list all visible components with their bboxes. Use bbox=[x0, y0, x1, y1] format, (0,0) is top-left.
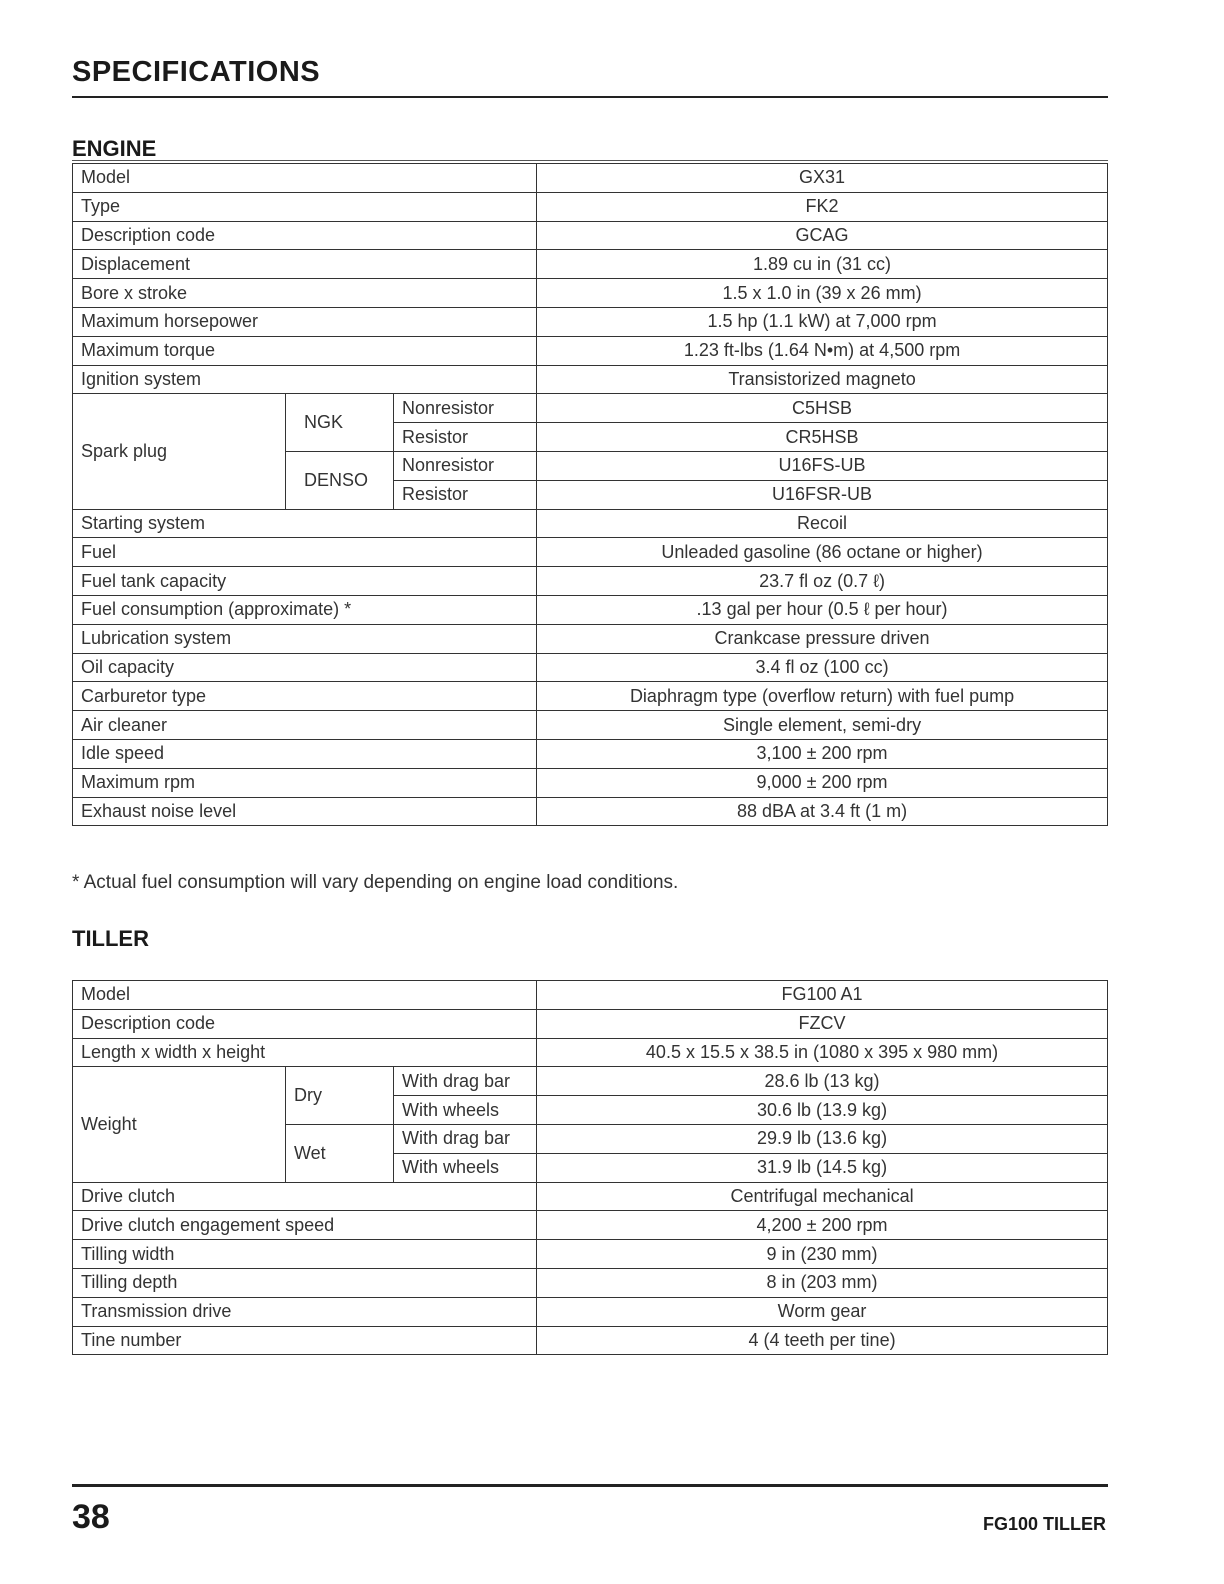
spark-plug-label: Spark plug bbox=[73, 394, 286, 509]
spec-value: FZCV bbox=[537, 1009, 1108, 1038]
spec-label: Tilling width bbox=[73, 1240, 537, 1269]
table-row bbox=[73, 1182, 1108, 1211]
weight-config: With drag bar bbox=[394, 1124, 537, 1153]
spec-label: Transmission drive bbox=[73, 1297, 537, 1326]
table-row bbox=[73, 307, 1108, 336]
spec-value: 88 dBA at 3.4 ft (1 m) bbox=[537, 797, 1108, 826]
spec-label: Lubrication system bbox=[73, 624, 537, 653]
spec-value: 29.9 lb (13.6 kg) bbox=[537, 1124, 1108, 1153]
table-row bbox=[73, 1067, 1108, 1096]
spec-value: Recoil bbox=[537, 509, 1108, 538]
spec-label: Fuel tank capacity bbox=[73, 567, 537, 596]
table-row bbox=[73, 711, 1108, 740]
table-row bbox=[73, 1326, 1108, 1355]
spec-value: 28.6 lb (13 kg) bbox=[537, 1067, 1108, 1096]
spec-label: Type bbox=[73, 192, 537, 221]
spec-value: 3.4 fl oz (100 cc) bbox=[537, 653, 1108, 682]
spec-value: FK2 bbox=[537, 192, 1108, 221]
spec-value: Unleaded gasoline (86 octane or higher) bbox=[537, 538, 1108, 567]
table-row bbox=[73, 221, 1108, 250]
spec-label: Oil capacity bbox=[73, 653, 537, 682]
table-row bbox=[73, 1240, 1108, 1269]
engine-heading-divider bbox=[72, 160, 1108, 161]
spec-label: Air cleaner bbox=[73, 711, 537, 740]
spec-label: Length x width x height bbox=[73, 1038, 537, 1067]
weight-config: With wheels bbox=[394, 1096, 537, 1125]
spec-label: Tilling depth bbox=[73, 1268, 537, 1297]
table-row bbox=[73, 739, 1108, 768]
engine-spec-table bbox=[72, 163, 1108, 826]
spec-value: 31.9 lb (14.5 kg) bbox=[537, 1153, 1108, 1182]
spec-label: Fuel consumption (approximate) * bbox=[73, 595, 537, 624]
spec-value: 8 in (203 mm) bbox=[537, 1268, 1108, 1297]
spec-value: .13 gal per hour (0.5 ℓ per hour) bbox=[537, 595, 1108, 624]
spec-label: Maximum horsepower bbox=[73, 307, 537, 336]
tiller-spec-table bbox=[72, 980, 1108, 1355]
spec-label: Description code bbox=[73, 221, 537, 250]
spec-value: CR5HSB bbox=[537, 423, 1108, 452]
spec-label: Carburetor type bbox=[73, 682, 537, 711]
spec-value: 9 in (230 mm) bbox=[537, 1240, 1108, 1269]
spec-label: Bore x stroke bbox=[73, 279, 537, 308]
spec-value: Diaphragm type (overflow return) with fuel pump bbox=[537, 682, 1108, 711]
tiller-heading: TILLER bbox=[72, 926, 149, 951]
spec-value: U16FS-UB bbox=[537, 451, 1108, 480]
table-row bbox=[73, 624, 1108, 653]
spec-value: U16FSR-UB bbox=[537, 480, 1108, 509]
weight-config: With drag bar bbox=[394, 1067, 537, 1096]
spec-value: C5HSB bbox=[537, 394, 1108, 423]
table-row bbox=[73, 164, 1108, 193]
table-row bbox=[73, 567, 1108, 596]
spec-label: Idle speed bbox=[73, 739, 537, 768]
spec-value: 23.7 fl oz (0.7 ℓ) bbox=[537, 567, 1108, 596]
table-row bbox=[73, 981, 1108, 1010]
spec-label: Fuel bbox=[73, 538, 537, 567]
table-row bbox=[73, 682, 1108, 711]
spec-label: Tine number bbox=[73, 1326, 537, 1355]
page-title: SPECIFICATIONS bbox=[72, 56, 321, 88]
spark-plug-type: Resistor bbox=[394, 423, 537, 452]
spec-value: 1.5 hp (1.1 kW) at 7,000 rpm bbox=[537, 307, 1108, 336]
table-row bbox=[73, 1009, 1108, 1038]
footer-divider bbox=[72, 1484, 1108, 1487]
table-row bbox=[73, 1268, 1108, 1297]
spec-value: Transistorized magneto bbox=[537, 365, 1108, 394]
table-row bbox=[73, 1297, 1108, 1326]
spark-plug-type: Nonresistor bbox=[394, 451, 537, 480]
spark-plug-type: Nonresistor bbox=[394, 394, 537, 423]
table-row bbox=[73, 797, 1108, 826]
spec-label: Exhaust noise level bbox=[73, 797, 537, 826]
weight-state-wet: Wet bbox=[286, 1124, 394, 1182]
table-row bbox=[73, 279, 1108, 308]
spec-value: 9,000 ± 200 rpm bbox=[537, 768, 1108, 797]
table-row bbox=[73, 538, 1108, 567]
spec-label: Ignition system bbox=[73, 365, 537, 394]
table-row bbox=[73, 192, 1108, 221]
weight-config: With wheels bbox=[394, 1153, 537, 1182]
table-row bbox=[73, 595, 1108, 624]
spec-label: Maximum torque bbox=[73, 336, 537, 365]
spec-label: Maximum rpm bbox=[73, 768, 537, 797]
table-row bbox=[73, 336, 1108, 365]
table-row bbox=[73, 250, 1108, 279]
table-row bbox=[73, 1211, 1108, 1240]
spec-label: Model bbox=[73, 164, 537, 193]
spec-value: Crankcase pressure driven bbox=[537, 624, 1108, 653]
spec-value: 1.5 x 1.0 in (39 x 26 mm) bbox=[537, 279, 1108, 308]
spec-value: 4,200 ± 200 rpm bbox=[537, 1211, 1108, 1240]
table-row bbox=[73, 768, 1108, 797]
title-divider bbox=[72, 96, 1108, 98]
spec-label: Model bbox=[73, 981, 537, 1010]
engine-heading: ENGINE bbox=[72, 136, 157, 161]
spec-label: Description code bbox=[73, 1009, 537, 1038]
table-row bbox=[73, 509, 1108, 538]
spec-value: 4 (4 teeth per tine) bbox=[537, 1326, 1108, 1355]
table-row bbox=[73, 1038, 1108, 1067]
spec-value: 1.23 ft-lbs (1.64 N•m) at 4,500 rpm bbox=[537, 336, 1108, 365]
weight-label: Weight bbox=[73, 1067, 286, 1182]
spec-value: FG100 A1 bbox=[537, 981, 1108, 1010]
spec-label: Drive clutch bbox=[73, 1182, 537, 1211]
fuel-consumption-footnote: * Actual fuel consumption will vary depending on engine load conditions. bbox=[72, 872, 679, 893]
spec-value: 3,100 ± 200 rpm bbox=[537, 739, 1108, 768]
table-row bbox=[73, 394, 1108, 423]
spec-value: 1.89 cu in (31 cc) bbox=[537, 250, 1108, 279]
weight-state-dry: Dry bbox=[286, 1067, 394, 1125]
spec-label: Displacement bbox=[73, 250, 537, 279]
spec-value: GCAG bbox=[537, 221, 1108, 250]
spec-label: Starting system bbox=[73, 509, 537, 538]
spark-plug-brand-ngk: NGK bbox=[286, 394, 394, 452]
table-row bbox=[73, 365, 1108, 394]
page-number: 38 bbox=[72, 1498, 110, 1536]
spec-value: GX31 bbox=[537, 164, 1108, 193]
spec-value: 30.6 lb (13.9 kg) bbox=[537, 1096, 1108, 1125]
spec-value: 40.5 x 15.5 x 38.5 in (1080 x 395 x 980 mm) bbox=[537, 1038, 1108, 1067]
spark-plug-type: Resistor bbox=[394, 480, 537, 509]
spec-value: Centrifugal mechanical bbox=[537, 1182, 1108, 1211]
spec-value: Worm gear bbox=[537, 1297, 1108, 1326]
footer-title: FG100 TILLER bbox=[982, 1514, 1106, 1534]
spec-label: Drive clutch engagement speed bbox=[73, 1211, 537, 1240]
spark-plug-brand-denso: DENSO bbox=[286, 451, 394, 509]
spec-value: Single element, semi-dry bbox=[537, 711, 1108, 740]
table-row bbox=[73, 653, 1108, 682]
